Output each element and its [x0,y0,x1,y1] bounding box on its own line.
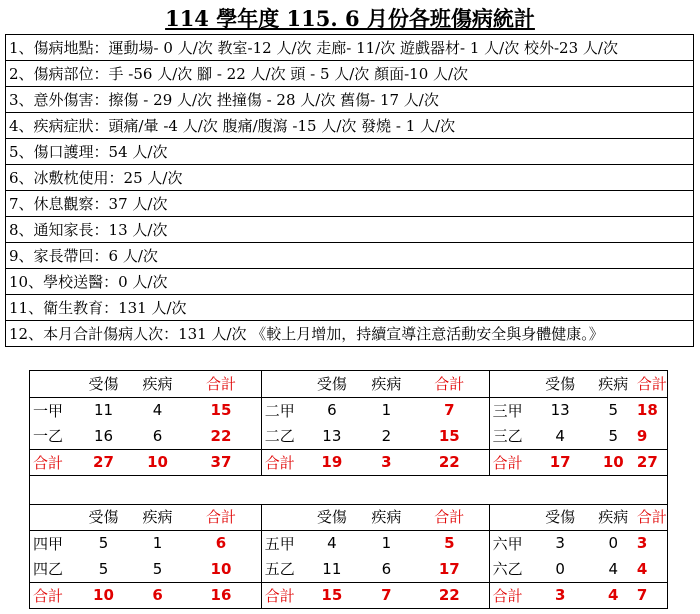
illness-count: 4 [134,397,181,423]
header-total: 合計 [410,504,489,530]
total-count: 3 [637,530,668,556]
header-illness: 疾病 [134,371,181,398]
injury-total: 27 [73,449,134,476]
header-total: 合計 [637,504,668,530]
illness-total: 10 [134,449,181,476]
illness-total: 3 [363,449,410,476]
info-row: 8、通知家長：13 人/次 [6,217,694,243]
illness-total: 6 [134,582,181,609]
class-label: 五甲 [261,530,301,556]
illness-count: 4 [608,559,619,578]
illness-total: 10 [590,449,637,476]
injury-count: 6 [301,397,363,423]
info-row: 5、傷口護理：54 人/次 [6,139,694,165]
total-count: 10 [181,556,261,582]
class-label: 二甲 [261,397,301,423]
grand-total: 22 [410,582,489,609]
illness-count: 2 [381,426,392,445]
info-row: 9、家長帶回：6 人/次 [6,243,694,269]
header-illness: 疾病 [590,371,637,398]
class-table-grades-1-3 [29,370,668,505]
injury-count: 11 [73,397,134,423]
header-injury: 受傷 [316,508,347,527]
info-row: 11、衛生教育：131 人/次 [6,295,694,321]
info-row: 6、冰敷枕使用：25 人/次 [6,165,694,191]
class-total-label: 合計 [261,449,301,476]
info-row: 1、傷病地點：運動場- 0 人/次 教室-12 人/次 走廊- 11/次 遊戲器材- 1 人/次 校外-23 人/次 [6,35,694,61]
header-injury: 受傷 [545,508,576,527]
injury-count: 11 [322,559,342,578]
grand-total: 22 [410,449,489,476]
class-label: 六甲 [489,530,531,556]
info-row: 7、休息觀察：37 人/次 [6,191,694,217]
info-row: 2、傷病部位：手 -56 人/次 腳 - 22 人/次 頭 - 5 人/次 顏面-10 人/次 [6,61,694,87]
injury-total: 3 [531,582,590,609]
injury-count: 4 [301,530,363,556]
illness-count: 1 [363,530,410,556]
class-label: 一乙 [30,423,74,449]
illness-count: 6 [381,559,392,578]
header-illness: 疾病 [363,371,410,398]
class-label: 四甲 [30,530,74,556]
illness-count: 5 [608,426,619,445]
class-total-label: 合計 [489,582,531,609]
class-total-label: 合計 [30,449,74,476]
injury-count: 5 [73,530,134,556]
class-label: 六乙 [492,560,523,579]
injury-count: 3 [531,530,590,556]
injury-count: 5 [98,559,109,578]
class-label: 二乙 [264,427,295,446]
info-row: 3、意外傷害：擦傷 - 29 人/次 挫撞傷 - 28 人/次 舊傷- 17 人/次 [6,87,694,113]
class-table-grades-4-6 [29,504,668,609]
class-total-label: 合計 [489,449,531,476]
total-count: 15 [410,423,489,449]
header-total: 合計 [637,371,668,398]
header-total: 合計 [181,371,261,398]
total-count: 18 [637,397,668,423]
header-total: 合計 [181,504,261,530]
class-label: 五乙 [264,560,295,579]
header-injury: 受傷 [301,371,363,398]
spacer-row [30,476,668,505]
injury-count: 4 [555,426,565,445]
page-title: 114 學年度 115. 6 月份各班傷病統計 [165,6,535,31]
total-count: 7 [410,397,489,423]
illness-total: 7 [363,582,410,609]
grand-total: 27 [637,449,668,476]
injury-count: 0 [555,559,565,578]
header-injury: 受傷 [531,371,590,398]
total-count: 22 [181,423,261,449]
illness-count: 1 [363,397,410,423]
illness-count: 5 [152,559,163,578]
injury-count: 16 [93,426,114,445]
class-total-label: 合計 [30,582,74,609]
illness-count: 6 [152,426,163,445]
class-label: 三甲 [489,397,531,423]
total-count: 4 [637,556,668,582]
injury-count: 13 [531,397,590,423]
injury-total: 10 [73,582,134,609]
total-count: 6 [181,530,261,556]
class-label: 一甲 [30,397,74,423]
header-illness: 疾病 [371,508,402,527]
info-row: 12、本月合計傷病人次：131 人/次 《較上月增加，持續宣導注意活動安全與身體健康。》 [6,321,694,347]
header-illness: 疾病 [598,508,629,527]
class-label: 三乙 [492,427,523,446]
class-label: 四乙 [30,556,74,582]
grand-total: 16 [181,582,261,609]
class-total-label: 合計 [261,582,301,609]
header-illness: 疾病 [142,508,173,527]
grand-total: 37 [181,449,261,476]
header-injury: 受傷 [88,508,119,527]
total-count: 9 [637,423,668,449]
grand-total: 7 [637,582,668,609]
header-total: 合計 [410,371,489,398]
injury-total: 17 [531,449,590,476]
illness-count: 5 [590,397,637,423]
injury-count: 13 [322,426,342,445]
info-row: 10、學校送醫：0 人/次 [6,269,694,295]
statistics-list [5,34,694,347]
illness-count: 1 [134,530,181,556]
total-count: 15 [181,397,261,423]
header-injury: 受傷 [73,371,134,398]
illness-total: 4 [590,582,637,609]
injury-total: 19 [301,449,363,476]
total-count: 17 [410,556,489,582]
injury-total: 15 [301,582,363,609]
info-row: 4、疾病症狀：頭痛/暈 -4 人/次 腹痛/腹瀉 -15 人/次 發燒 - 1 人/次 [6,113,694,139]
illness-count: 0 [590,530,637,556]
total-count: 5 [410,530,489,556]
